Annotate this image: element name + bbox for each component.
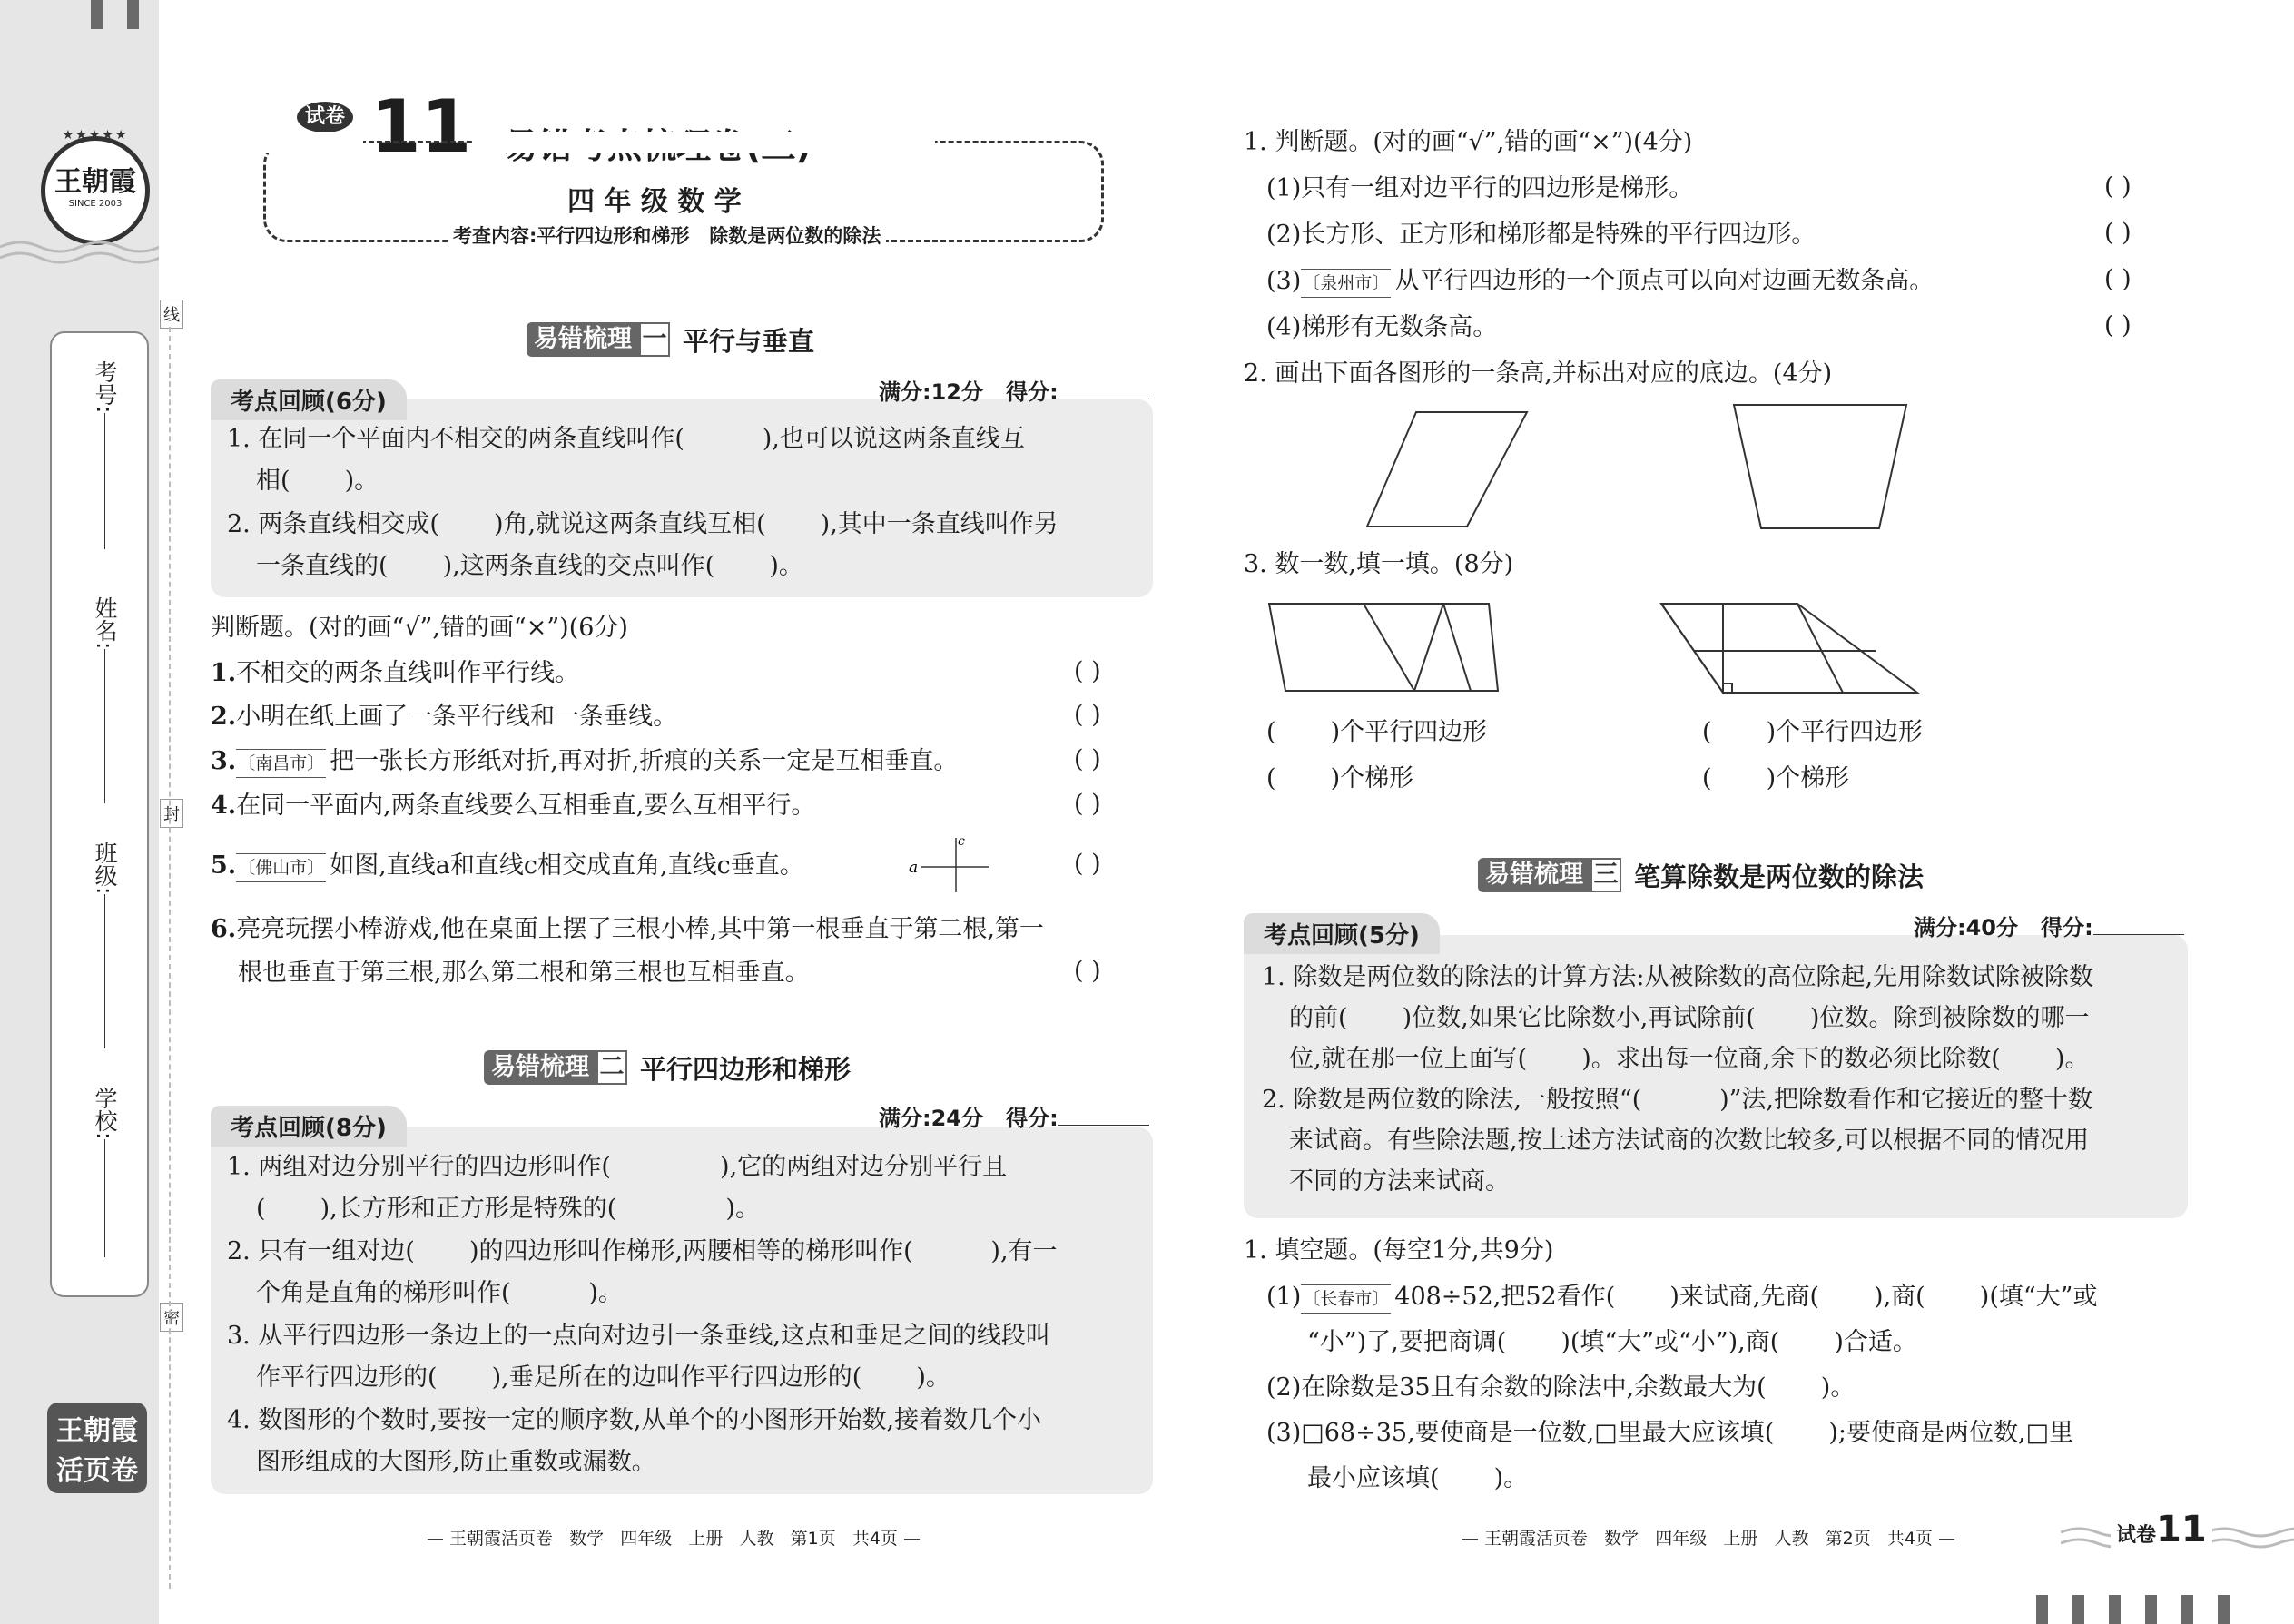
bind-label-feng: 封 [160,799,183,828]
bind-label-xian: 线 [160,300,183,329]
judge-item: 6.亮亮玩摆小棒游戏,他在桌面上摆了三根小棒,其中第一根垂直于第二根,第一 [211,915,1044,943]
field-exam-no[interactable]: 考号: [88,360,121,549]
review-line: 2. 除数是两位数的除法,一般按照“( )”法,把除数看作和它接近的整十数 [1262,1086,2093,1114]
review-line: 1. 在同一个平面内不相交的两条直线叫作( ),也可以说这两条直线互 [227,425,1025,453]
exam-number: 11 [370,84,472,169]
footer-right: — 王朝霞活页卷 数学 四年级 上册 人教 第2页 共4页 — [1462,1529,1955,1549]
parallelogram-shape [1367,412,1527,527]
judge-item: 2.小明在纸上画了一条平行线和一条垂线。 [211,703,678,731]
bind-line [169,327,171,1589]
q3-figures [1262,595,1934,704]
region-badge: 〔长春市〕 [1301,1284,1391,1314]
brand-logo: ★★★★★ 王朝霞 SINCE 2003 [41,136,150,245]
review-line: 1. 两组对边分别平行的四边形叫作( ),它的两组对边分别平行且 [227,1153,1008,1181]
q1-item: (2)长方形、正方形和梯形都是特殊的平行四边形。 [1266,221,1816,249]
footer-left: — 王朝霞活页卷 数学 四年级 上册 人教 第1页 共4页 — [427,1529,921,1549]
line-c-label: c [958,834,965,849]
section1-heading: 易错梳理 一 平行与垂直 [527,322,814,357]
logo-text: 王朝霞 [54,166,136,198]
review-line: 2. 两条直线相交成( )角,就说这两条直线互相( ),其中一条直线叫作另 [227,510,1058,538]
subtitle: 四 年 级 数 学 [567,186,742,218]
brand-badge: 王朝霞 活页卷 [47,1403,147,1493]
review-line: 来试商。有些除法题,按上述方法试商的次数比较多,可以根据不同的情况用 [1289,1127,2090,1155]
bottom-mark [2109,1595,2121,1624]
answer-paren[interactable]: ( ) [1074,745,1101,773]
answer-paren[interactable]: ( ) [1074,657,1101,685]
bottom-mark [2036,1595,2048,1624]
wave-decoration [0,238,159,274]
q3-left-answer: ( )个平行四边形 [1266,718,1488,746]
answer-paren[interactable]: ( ) [2104,311,2132,340]
q3-left-figure [1269,604,1498,691]
exam-badge: 试卷 [297,102,353,133]
region-badge: 〔泉州市〕 [1301,269,1391,298]
q2-title: 2. 画出下面各图形的一条高,并标出对应的底边。(4分) [1244,359,1833,388]
review-line: 相( )。 [256,467,379,495]
student-info-box [50,331,149,1297]
logo-sub: SINCE 2003 [68,199,123,209]
section1-score: 满分:12分 得分: [879,374,1149,406]
review-line: 不同的方法来试商。 [1289,1167,1510,1196]
fill-line: (2)在除数是35且有余数的除法中,余数最大为( )。 [1266,1373,1856,1402]
bottom-mark [2145,1595,2157,1624]
fill-line: “小”)了,要把商调( )(填“大”或“小”),商( )合适。 [1307,1328,1917,1356]
answer-paren[interactable]: ( ) [2104,265,2132,293]
q3-title: 3. 数一数,填一填。(8分) [1244,550,1514,578]
top-mark [127,0,139,29]
section1-review-tab: 考点回顾(6分) [211,379,407,420]
judge-item: 1.不相交的两条直线叫作平行线。 [211,659,580,687]
fill-line: 最小应该填( )。 [1307,1464,1529,1492]
footer-badge: 试卷11 [2111,1509,2212,1550]
region-badge: 〔南昌市〕 [236,749,326,778]
review-line: 2. 只有一组对边( )的四边形叫作梯形,两腰相等的梯形叫作( ),有一 [227,1237,1058,1265]
fill-title: 1. 填空题。(每空1分,共9分) [1244,1236,1554,1265]
q1-item: (3) 〔泉州市〕 从平行四边形的一个顶点可以向对边画无数条高。 [1266,261,1934,300]
section2-review-tab: 考点回顾(8分) [211,1106,407,1147]
answer-paren[interactable]: ( ) [1074,850,1101,878]
answer-paren[interactable]: ( ) [2104,172,2132,201]
review-line: 图形组成的大图形,防止重数或漏数。 [256,1448,656,1476]
answer-paren[interactable]: ( ) [1074,790,1101,818]
fill-line: (3)□68÷35,要使商是一位数,□里最大应该填( );要使商是两位数,□里 [1266,1419,2074,1447]
bottom-mark [2072,1595,2084,1624]
review-line: ( ),长方形和正方形是特殊的( )。 [256,1195,760,1223]
q2-figures [1353,399,1915,545]
section3-heading: 易错梳理 三 笔算除数是两位数的除法 [1478,858,1924,892]
section2-heading: 易错梳理 二 平行四边形和梯形 [484,1050,851,1085]
fill-line: (1) 〔长春市〕 408÷52,把52看作( )来试商,先商( ),商( )(填“大”或 [1266,1277,2097,1316]
q3-right-figure [1661,604,1917,693]
bind-label-mi: 密 [160,1303,183,1332]
q1-item: (1)只有一组对边平行的四边形是梯形。 [1266,174,1694,202]
region-badge: 〔佛山市〕 [236,853,326,882]
section3-review-tab: 考点回顾(5分) [1244,913,1440,954]
review-line: 3. 从平行四边形一条边上的一点向对边引一条垂线,这点和垂足之间的线段叫 [227,1322,1050,1350]
perpendicular-figure [903,831,994,894]
field-class[interactable]: 班级: [88,842,121,1048]
judge-item-cont: 根也垂直于第三根,那么第二根和第三根也互相垂直。 [238,959,810,987]
review-line: 作平行四边形的( ),垂足所在的边叫作平行四边形的( )。 [256,1363,950,1392]
answer-paren[interactable]: ( ) [1074,957,1101,985]
field-school[interactable]: 学校: [88,1087,121,1257]
section3-score: 满分:40分 得分: [1914,910,2184,941]
trapezoid-shape [1734,405,1906,528]
review-line: 一条直线的( ),这两条直线的交点叫作( )。 [256,552,803,580]
review-line: 位,就在那一位上面写( )。求出每一位商,余下的数必须比除数( )。 [1289,1045,2090,1073]
judge-item: 4.在同一平面内,两条直线要么互相垂直,要么互相平行。 [211,792,816,820]
content-line: 考查内容:平行四边形和梯形 除数是两位数的除法 [448,221,886,249]
judge-item: 3. 〔南昌市〕 把一张长方形纸对折,再对折,折痕的关系一定是互相垂直。 [211,742,958,781]
review-line: 的前( )位数,如果它比除数小,再试除前( )位数。除到被除数的哪一 [1289,1004,2090,1032]
review-line: 个角是直角的梯形叫作( )。 [256,1279,623,1307]
review-line: 1. 除数是两位数的除法的计算方法:从被除数的高位除起,先用除数试除被除数 [1262,963,2094,991]
bottom-mark [2181,1595,2193,1624]
line-a-label: a [909,859,919,877]
q1-title: 1. 判断题。(对的画“√”,错的画“×”)(4分) [1244,128,1693,156]
q3-right-answer: ( )个梯形 [1702,764,1850,792]
field-name[interactable]: 姓名: [88,596,121,803]
q3-left-answer: ( )个梯形 [1266,764,1414,792]
judge-title: 判断题。(对的画“√”,错的画“×”)(6分) [211,614,628,642]
section2-score: 满分:24分 得分: [879,1100,1149,1132]
bottom-mark [2218,1595,2230,1624]
answer-paren[interactable]: ( ) [2104,219,2132,247]
q3-right-answer: ( )个平行四边形 [1702,718,1924,746]
review-line: 4. 数图形的个数时,要按一定的顺序数,从单个的小图形开始数,接着数几个小 [227,1406,1042,1434]
judge-item: 5. 〔佛山市〕 如图,直线a和直线c相交成直角,直线c垂直。 [211,846,804,885]
top-mark [91,0,103,29]
q1-item: (4)梯形有无数条高。 [1266,313,1498,341]
answer-paren[interactable]: ( ) [1074,701,1101,729]
